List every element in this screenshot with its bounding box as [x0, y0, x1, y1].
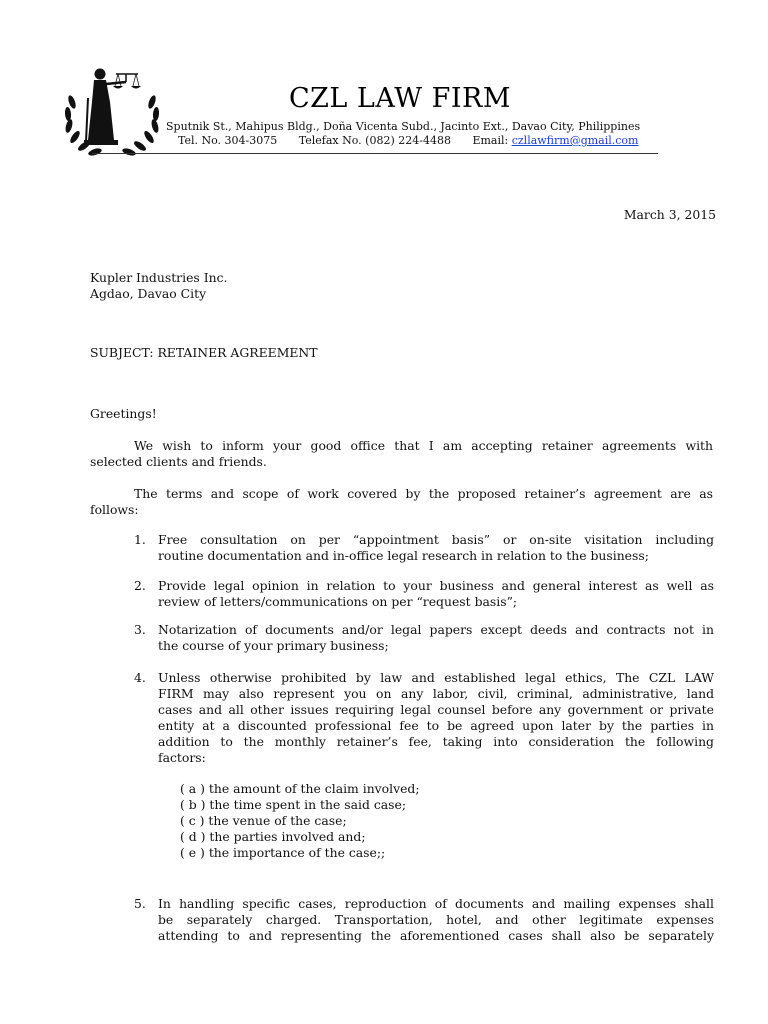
factor-item: ( e ) the importance of the case;;: [180, 845, 386, 860]
factor-item: ( c ) the venue of the case;: [180, 813, 347, 828]
letterhead-divider: [92, 153, 658, 154]
factor-item: ( b ) the time spent in the said case;: [180, 797, 407, 812]
firm-name: CZL LAW FIRM: [289, 83, 511, 114]
telefax-number: Telefax No. (082) 224-4488: [298, 134, 451, 147]
addressee-name: Kupler Industries Inc.: [90, 270, 228, 285]
addressee-address: Agdao, Davao City: [90, 286, 207, 301]
intro-paragraph: We wish to inform your good office that I am accepting retainer agreements with selected clients and friends.: [90, 438, 713, 469]
list-item: 4. Unless otherwise prohibited by law and established legal ethics, The CZL LAW FIRM may also represent you on any labor, civil, criminal, administrative, land cases and all other issues requiring legal counsel before any government or private entity at a discounted professional fee to be agreed upon later by the parties in addition to the monthly retainer’s fee, taking into consideration the following factors:: [134, 670, 714, 765]
firm-contact: [178, 134, 639, 147]
email-label: Email:: [472, 134, 509, 147]
letter-date: March 3, 2015: [623, 207, 716, 222]
tel-number: Tel. No. 304-3075: [178, 134, 278, 147]
subject-line: SUBJECT: RETAINER AGREEMENT: [90, 345, 318, 360]
list-item: 5. In handling specific cases, reproduction of documents and mailing expenses shall be separately charged. Transportation, hotel, and other legitimate expenses attending to and representing the aforementioned cases shall also be separately: [134, 896, 714, 943]
factor-item: ( a ) the amount of the claim involved;: [180, 781, 420, 796]
email-link[interactable]: czllawfirm@gmail.com: [511, 134, 639, 147]
factor-item: ( d ) the parties involved and;: [180, 829, 366, 844]
greeting: Greetings!: [90, 406, 157, 421]
list-item: 1. Free consultation on per “appointment basis” or on-site visitation including routine documentation and in-office legal research in relation to the business;: [134, 532, 714, 563]
list-item: 3. Notarization of documents and/or legal papers except deeds and contracts not in the course of your primary business;: [134, 622, 714, 653]
list-item: 2. Provide legal opinion in relation to your business and general interest as well as review of letters/communications on per “request basis”;: [134, 578, 714, 609]
terms-paragraph: The terms and scope of work covered by the proposed retainer’s agreement are as follows:: [90, 486, 713, 517]
firm-address: Sputnik St., Mahipus Bldg., Doña Vicenta Subd., Jacinto Ext., Davao City, Philippines: [166, 120, 641, 133]
